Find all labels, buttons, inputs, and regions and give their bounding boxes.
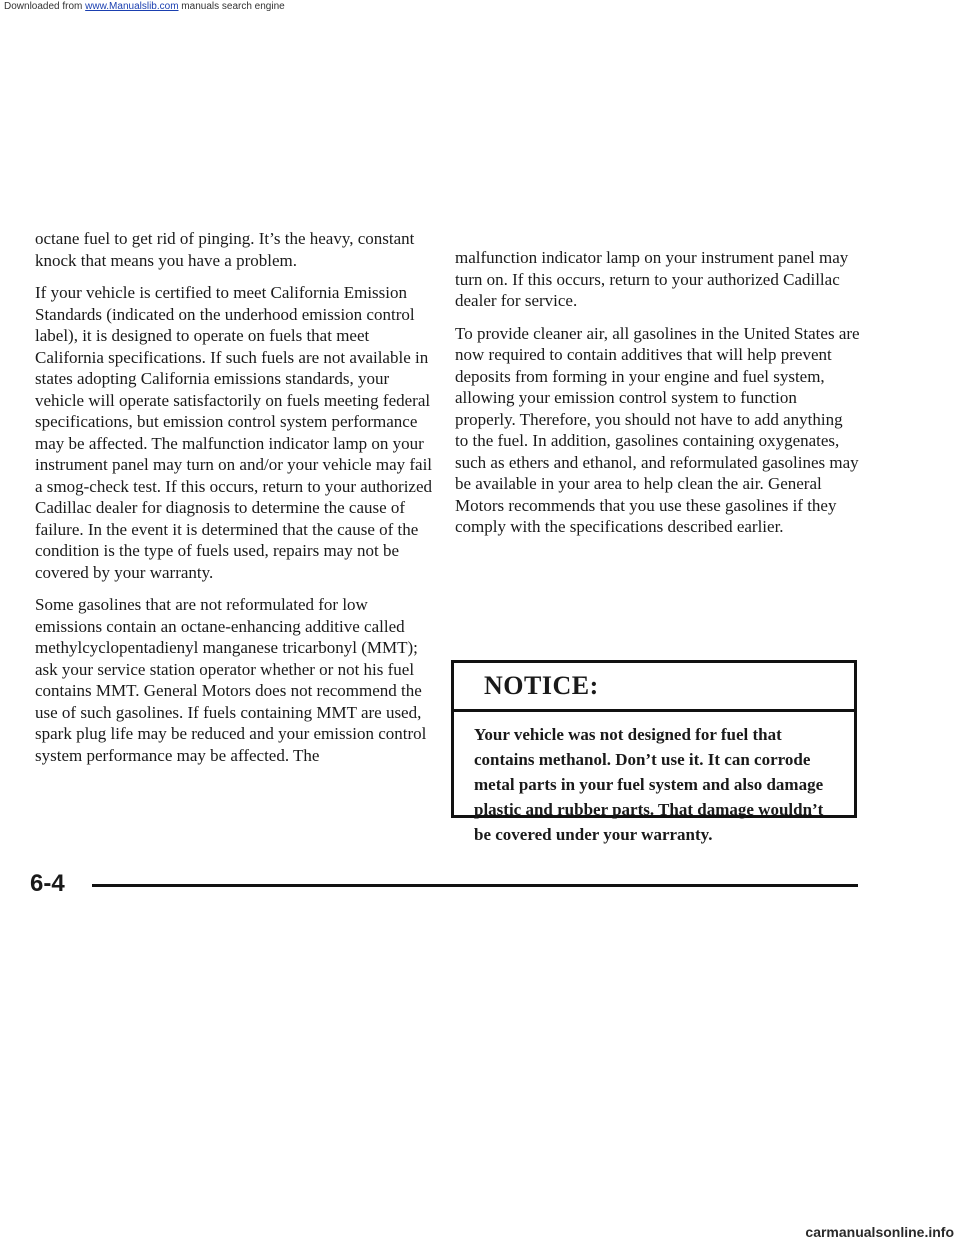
notice-title: NOTICE: <box>454 663 854 712</box>
footer-rule <box>92 884 858 887</box>
notice-text: Your vehicle was not designed for fuel that contains methanol. Don’t use it. It can corrode metal parts in your fuel system and also damage plastic and rubber parts. That damage wouldn’t be covered under your warranty. <box>474 725 824 844</box>
right-column <box>455 247 860 549</box>
page-number: 6-4 <box>30 870 65 897</box>
watermark-suffix: manuals search engine <box>178 1 285 12</box>
manualslib-link[interactable]: www.Manualslib.com <box>85 1 179 12</box>
watermark-prefix: Downloaded from <box>4 1 86 12</box>
notice-box <box>451 660 857 844</box>
paragraph: Some gasolines that are not reformulated for low emissions contain an octane-enhancing additive called methylcyclopentadienyl manganese tricarbonyl (MMT); ask your service station operator whether or not his fuel contains MMT. General Motors does not recommend the use of such gasolines. If fuels containing MMT are used, spark plug life may be reduced and your emission control system performance may be affected. The <box>35 595 427 765</box>
left-column <box>35 228 435 777</box>
paragraph: If your vehicle is certified to meet California Emission Standards (indicated on the underhood emission control label), it is designed to operate on fuels that meet California specifications. If such fuels are not available in states adopting California emissions standards, your vehicle will operate satisfactorily on fuels meeting federal specifications, but emission control system performance may be affected. The malfunction indicator lamp on your instrument panel may turn on and/or your vehicle may fail a smog-check test. If this occurs, return to your authorized Cadillac dealer for diagnosis to determine the cause of failure. In the event it is determined that the cause of the condition is the type of fuels used, repairs may not be covered by your warranty. <box>35 283 433 582</box>
paragraph: malfunction indicator lamp on your instrument panel may turn on. If this occurs, return to your authorized Cadillac dealer for service. <box>455 248 849 310</box>
paragraph: octane fuel to get rid of pinging. It’s the heavy, constant knock that means you have a problem. <box>35 229 415 270</box>
paragraph: To provide cleaner air, all gasolines in the United States are now required to contain additives that will help prevent deposits from forming in your engine and fuel system, allowing your emission control system to function properly. Therefore, you should not have to add anything to the fuel. In addition, gasolines containing oxygenates, such as ethers and ethanol, and reformulated gasolines may be available in your area to help clean the air. General Motors recommends that you use these gasolines if they comply with the specifications described earlier. <box>455 323 860 536</box>
site-watermark: carmanualsonline.info <box>805 1224 954 1240</box>
download-watermark <box>0 0 960 14</box>
